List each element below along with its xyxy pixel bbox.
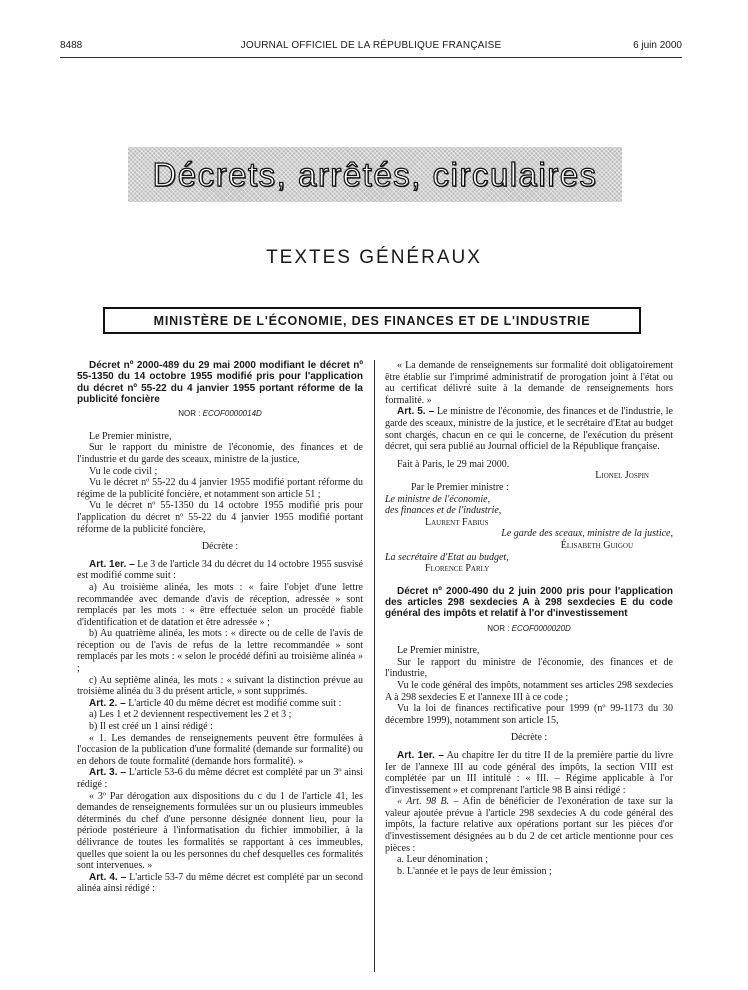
ministry-box [103, 307, 641, 334]
minister-eco-title-2: des finances et de l'industrie, [385, 505, 502, 517]
article-heading: Art. 3. – [89, 767, 127, 779]
article-1-a: a) Au troisième alinéa, les mots : « faire l'objet d'une lettre recommandée avec demande d'avis de réception, adressée » sont remplacés par les mots : « être effectuée selon un procédé fiable d'identification et de datation et être adressée » ; [77, 581, 363, 628]
article-1-b: b) Au quatrième alinéa, les mots : « directe ou de celle de l'avis de réception ou de l'avis de refus de la lettre recommandée » sont remplacés par les mots : « selon le procédé défini au troisième alinéa » ; [77, 628, 363, 675]
article-text: Le ministre de l'économie, des finances et de l'industrie, le garde des sceaux, ministre de la justice, et le secrétaire d'Etat au budget sont chargés, chacun en ce qui le concerne, de l'exécution du présent décret, qui sera publié au Journal officiel de la République française. [385, 406, 673, 453]
preamble-line: Vu la loi de finances rectificative pour 1999 (nº 99-1173 du 30 décembre 1999), notamment son article 15, [385, 703, 673, 726]
issue-date: 6 juin 2000 [633, 40, 682, 51]
minister-eco-title-1: Le ministre de l'économie, [385, 493, 491, 505]
preamble-line: Vu le code général des impôts, notamment ses articles 298 sexdecies A à 298 sexdecies E et l'annexe III à ce code ; [385, 679, 673, 703]
header-rule [60, 57, 682, 58]
garde-title: Le garde des sceaux, ministre de la justice, [501, 528, 673, 540]
right-column [385, 360, 673, 877]
article-2 [77, 698, 363, 710]
decree2-title: Décret nº 2000-490 du 2 juin 2000 pris pour l'application des articles 298 sexdecies A à 298 sexdecies E du code général des impôts et relatif à l'or d'investissement [385, 585, 673, 620]
page-number: 8488 [60, 40, 83, 51]
signatory-name: Lionel Jospin [595, 470, 649, 482]
list-item-b: b. L'année et le pays de leur émission ; [397, 865, 552, 877]
article-text: Afin de bénéficier de l'exonération de taxe sur la valeur ajoutée prévue à l'article 298 sexdecies A du code général des impôts, la facture relative aux opérations portant sur les pièces d'or d'investissement désignées au b du 2 de cet article mentionne pour ces pièces : [385, 796, 673, 854]
article-text: L'article 53-6 du même décret est complété par un 3º ainsi rédigé : [77, 767, 364, 790]
decree1-title: Décret nº 2000-489 du 29 mai 2000 modifiant le décret nº 55-1350 du 14 octobre 1955 modifié pris pour l'application du décret nº 55-22 du 4 janvier 1955 portant réforme de la publicité foncière [77, 360, 363, 405]
article-3-quote: « 3º Par dérogation aux dispositions du c du 1 de l'article 41, les demandes de renseignements formulées sur un ou plusieurs immeubles déterminés du chef d'une personne désignée donnent lieu, pour la période postérieure à l'informatisation du fichier immobilier, à la délivrance de toutes les formalités se rapportant à ces immeubles, quelles que soient la ou les personnes du chef desquelles ces formalités sont intervenues. » [77, 790, 363, 872]
preamble-line: Le Premier ministre, [397, 645, 480, 657]
decree2-article-1 [385, 750, 673, 796]
ministry-name: MINISTÈRE DE L'ÉCONOMIE, DES FINANCES ET DE L'INDUSTRIE [153, 313, 591, 328]
preamble-line: Vu le décret nº 55-1350 du 14 octobre 1955 modifié pris pour l'application du décret nº 55-22 du 4 janvier 1955 modifié portant réforme de la publicité foncière, [77, 500, 363, 535]
done-at: Fait à Paris, le 29 mai 2000. [397, 458, 510, 470]
article-2-a: a) Les 1 et 2 deviennent respectivement les 2 et 3 ; [89, 709, 292, 721]
minister-eco-name: Laurent Fabius [425, 516, 489, 528]
article-2-quote: « 1. Les demandes de renseignements peuvent être formulées à l'occasion de la publication d'une formalité (demande sur formalité) ou en dehors de toute formalité (demande hors formalité). » [77, 732, 363, 767]
section-banner [128, 147, 622, 202]
article-heading: Art. 5. – [397, 406, 435, 418]
article-text: L'article 40 du même décret est modifié comme suit : [128, 697, 342, 709]
budget-title: La secrétaire d'Etat au budget, [385, 551, 509, 563]
article-4-quote: « La demande de renseignements sur formalité doit obligatoirement être établie sur l'imprimé administratif de prorogation joint à l'état ou au certificat délivré suite à la demande de renseignements hors formalité. » [385, 360, 673, 406]
page-header [60, 40, 682, 54]
article-heading: Art. 4. – [89, 871, 127, 883]
article-1 [77, 559, 363, 582]
preamble-line: Vu le code civil ; [89, 465, 158, 477]
banner-title: Décrets, arrêtés, circulaires [152, 155, 598, 193]
article-text: Au chapitre Ier du titre II de la première partie du livre Ier de l'annexe III au code général des impôts, la section VIII est complétée par un III intitulé : « III. – Régime applicable à l'or d'investissement » et comprenant l'article 98 B ainsi rédigé : [385, 749, 674, 796]
nor-code: ECOF0000014D [202, 409, 262, 419]
nor-label: NOR : [487, 623, 510, 633]
list-item-a: a. Leur dénomination ; [397, 854, 489, 866]
garde-name: Élisabeth Guigou [560, 539, 633, 551]
par-premier-ministre: Par le Premier ministre : [411, 481, 509, 493]
journal-title: JOURNAL OFFICIEL DE LA RÉPUBLIQUE FRANÇAISE [240, 40, 502, 51]
preamble-line: Sur le rapport du ministre de l'économie, des finances et de l'industrie, [385, 656, 673, 680]
preamble-line: Le Premier ministre, [89, 430, 172, 442]
article-heading: Art. 1er. – [89, 558, 135, 570]
article-heading: Art. 1er. – [397, 749, 444, 761]
article-heading: « Art. 98 B. – [397, 796, 459, 808]
article-1-c: c) Au septième alinéa, les mots : « suivant la distinction prévue au troisième alinéa du 3 du présent article, » sont supprimés. [77, 674, 363, 698]
article-text: L'article 53-7 du même décret est complété par un second alinéa ainsi rédigé : [77, 871, 363, 895]
decree1-decrete: Décrète : [201, 541, 239, 553]
budget-name: Florence Parly [425, 563, 490, 575]
section-title: TEXTES GÉNÉRAUX [266, 247, 482, 268]
left-column [77, 360, 363, 895]
column-divider [374, 360, 375, 972]
article-text: Le 3 de l'article 34 du décret du 14 octobre 1955 susvisé est modifié comme suit : [77, 558, 363, 582]
preamble-line: Sur le rapport du ministre de l'économie, des finances et de l'industrie et du garde des sceaux, ministre de la justice, [77, 442, 363, 465]
decree2-decrete: Décrète : [510, 732, 548, 744]
article-5 [385, 406, 673, 452]
article-3 [77, 767, 363, 790]
article-heading: Art. 2. – [89, 697, 126, 709]
decree2-nor [385, 623, 673, 635]
article-4 [77, 872, 363, 895]
nor-label: NOR : [178, 409, 201, 419]
article-2-b: b) Il est créé un 1 ainsi rédigé : [89, 721, 213, 733]
article-98b [385, 796, 673, 854]
decree1-nor [77, 408, 363, 420]
nor-code: ECOF0000020D [511, 623, 571, 633]
preamble-line: Vu le décret nº 55-22 du 4 janvier 1955 modifié portant réforme du régime de la publicité foncière, et notamment son article 51 ; [77, 477, 363, 500]
